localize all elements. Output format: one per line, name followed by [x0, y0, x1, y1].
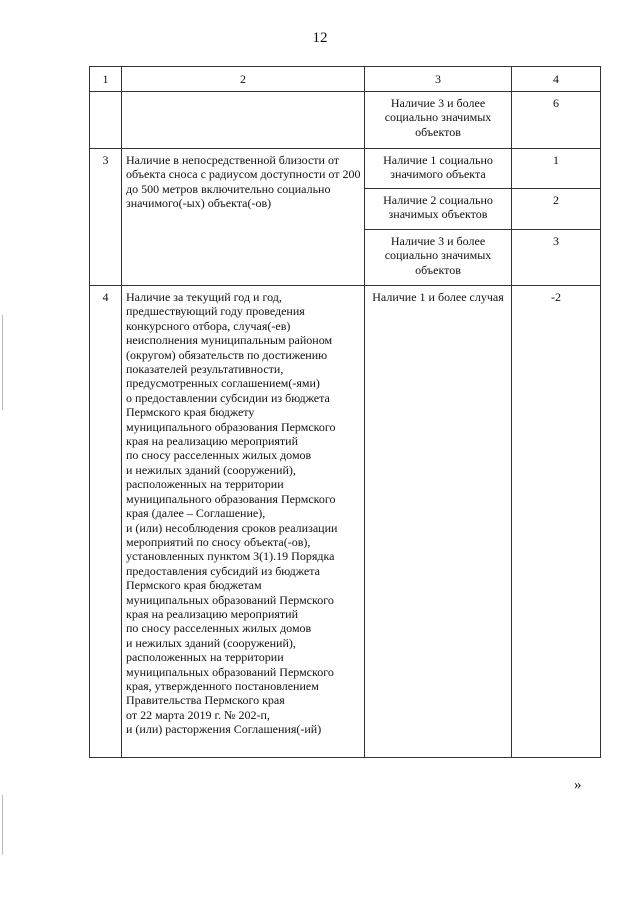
condition-text: Наличие 3 и более социально значимых объектов [384, 96, 492, 139]
row3-description: Наличие в непосредственной близости от объекта сноса с радиусом доступности от 200 до 500 метров включительно социально значимого(-ых) объекта(-ов) [126, 153, 361, 211]
condition-cell [365, 189, 512, 230]
score-cell [512, 149, 601, 189]
description-line: предшествующий году проведения [126, 304, 305, 319]
score-text: -2 [551, 290, 561, 304]
condition-cell [365, 230, 512, 286]
row-number-cell [90, 149, 122, 286]
criteria-table [89, 66, 601, 758]
description-line: мероприятий по сносу объекта(-ов), [126, 534, 311, 549]
condition-cell [365, 149, 512, 189]
description-line: показателей результативности, [126, 362, 284, 377]
description-line: и (или) несоблюдения сроков реализации [126, 520, 338, 535]
description-cell-empty [122, 92, 365, 149]
score-text: 6 [553, 96, 559, 110]
score-text: 1 [553, 153, 559, 167]
description-line: муниципального образования Пермского [126, 419, 336, 434]
table-row-3a [90, 149, 601, 189]
description-line: и (или) расторжения Соглашения(-ий) [126, 722, 322, 737]
description-line: края (далее – Соглашение), [126, 506, 266, 521]
description-line: предоставления субсидий из бюджета [126, 563, 320, 578]
table-header-row [90, 67, 601, 92]
condition-cell [365, 92, 512, 149]
description-line: края на реализацию мероприятий [126, 606, 298, 621]
row4-description [126, 286, 362, 739]
description-cell [122, 149, 365, 286]
table-row-continued [90, 92, 601, 149]
condition-text: Наличие 1 и более случая [372, 290, 504, 304]
table-row-4 [90, 286, 601, 758]
row-number-cell [90, 286, 122, 758]
score-cell [512, 230, 601, 286]
description-line: о предоставлении субсидии из бюджета [126, 390, 330, 405]
header-cell-2: 2 [122, 67, 365, 92]
header-cell-4: 4 [512, 67, 601, 92]
description-line: неисполнения муниципальным районом [126, 333, 333, 348]
description-line: конкурсного отбора, случая(-ев) [126, 318, 291, 333]
closing-quote-mark: » [574, 777, 582, 793]
condition-text: Наличие 1 социально значимого объекта [383, 153, 493, 182]
condition-cell [365, 286, 512, 758]
description-line: края, утвержденного постановлением [126, 678, 319, 693]
description-line: Пермского края бюджету [126, 405, 255, 420]
description-line: края на реализацию мероприятий [126, 434, 298, 449]
description-line: Правительства Пермского края [126, 693, 285, 708]
row-number: 4 [102, 290, 109, 304]
scan-margin-line [2, 795, 3, 855]
description-line: Пермского края бюджетам [126, 578, 262, 593]
score-text: 2 [553, 193, 559, 207]
description-line: (округом) обязательств по достижению [126, 347, 328, 362]
description-line: расположенных на территории [126, 650, 284, 665]
page-number: 12 [312, 30, 328, 46]
description-line: по сносу расселенных жилых домов [126, 621, 312, 636]
condition-text: Наличие 3 и более социально значимых объектов [384, 234, 492, 277]
description-line: от 22 марта 2019 г. № 202-п, [126, 707, 270, 722]
scan-margin-line [2, 315, 3, 410]
description-line: по сносу расселенных жилых домов [126, 448, 312, 463]
score-cell [512, 286, 601, 758]
condition-text: Наличие 2 социально значимых объектов [383, 193, 493, 222]
description-line: и нежилых зданий (сооружений), [126, 462, 296, 477]
header-cell-3: 3 [365, 67, 512, 92]
num-cell-empty [90, 92, 122, 149]
description-line: муниципального образования Пермского [126, 491, 336, 506]
description-line: муниципальных образований Пермского [126, 592, 334, 607]
description-line: расположенных на территории [126, 477, 284, 492]
score-text: 3 [553, 234, 559, 248]
description-line: и нежилых зданий (сооружений), [126, 635, 296, 650]
description-line: установленных пунктом 3(1).19 Порядка [126, 549, 335, 564]
description-line: Наличие за текущий год и год, [126, 290, 282, 304]
description-line: предусмотренных соглашением(-ями) [126, 376, 320, 391]
description-cell [122, 286, 365, 758]
score-cell [512, 189, 601, 230]
header-cell-1: 1 [90, 67, 122, 92]
row-number: 3 [102, 153, 109, 167]
description-line: муниципальных образований Пермского [126, 664, 334, 679]
score-cell [512, 92, 601, 149]
